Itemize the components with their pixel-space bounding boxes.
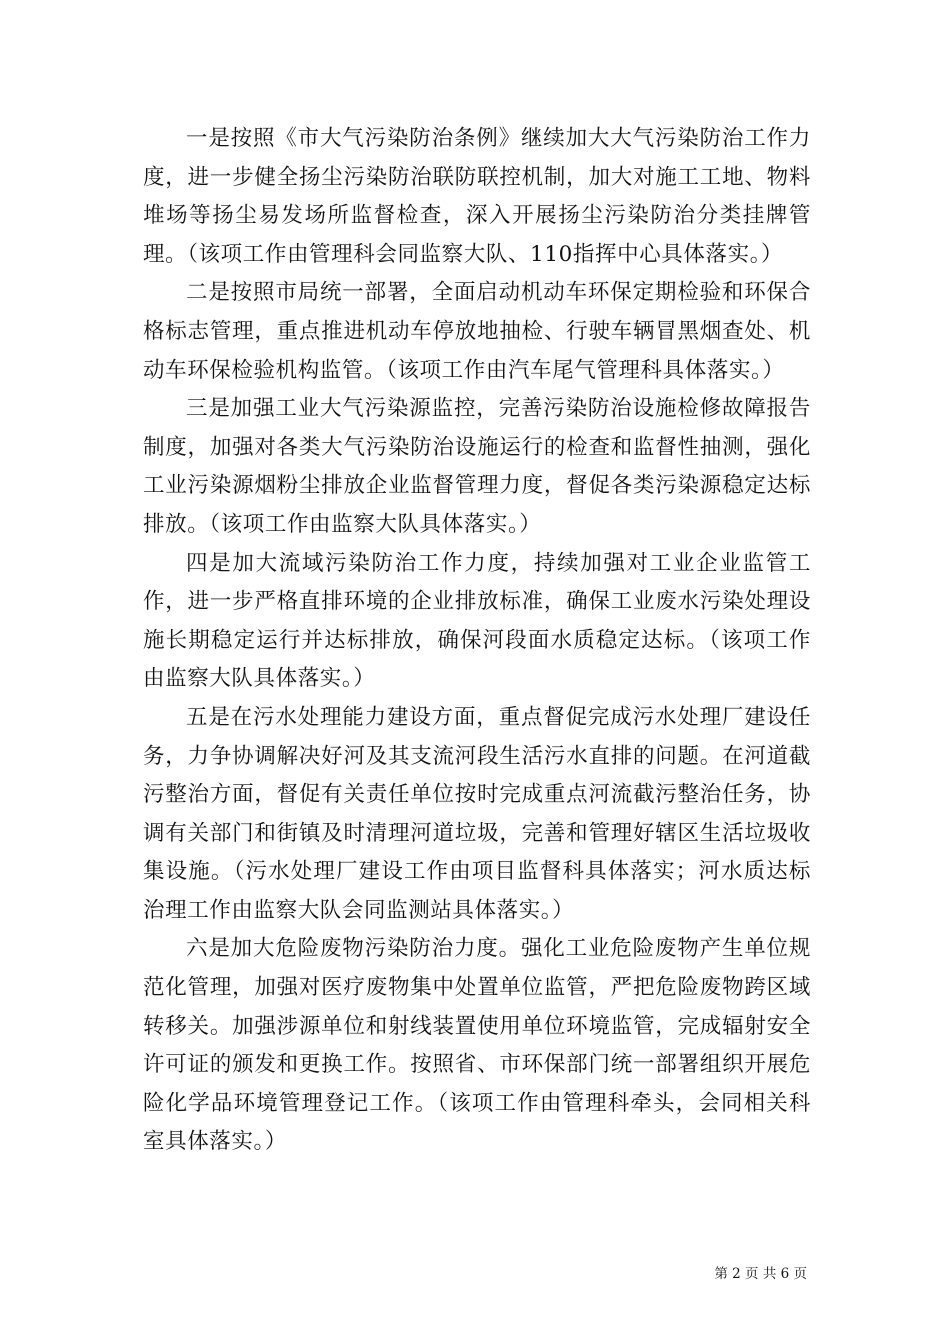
paragraph-5: 五是在污水处理能力建设方面，重点督促完成污水处理厂建设任务，力争协调解决好河及其支流河段生活污水直排的问题。在河道截污整治方面，督促有关责任单位按时完成重点河流截污整治任务，协调有关部门和街镇及时清理河道垃圾，完善和管理好辖区生活垃圾收集设施。（污水处理厂建设工作由项目监督科具体落实；河水质达标治理工作由监察大队会同监测站具体落实。） [143,704,811,923]
paragraph-3: 三是加强工业大气污染源监控，完善污染防治设施检修故障报告制度，加强对各类大气污染防治设施运行的检查和监督性抽测，强化工业污染源烟粉尘排放企业监督管理力度，督促各类污染源稳定达标排放。（该项工作由监察大队具体落实。） [143,396,811,537]
document-body [143,120,811,1162]
paragraph-4: 四是加大流域污染防治工作力度，持续加强对工业企业监管工作，进一步严格直排环境的企业排放标准，确保工业废水污染处理设施长期稳定运行并达标排放，确保河段面水质稳定达标。（该项工作由监察大队具体落实。） [143,550,811,692]
paragraph-1: 一是按照《市大气污染防治条例》继续加大大气污染防治工作力度，进一步健全扬尘污染防治联防联控机制，加大对施工工地、物料堆场等扬尘易发场所监督检查，深入开展扬尘污染防治分类挂牌管理。（该项工作由管理科会同监察大队、110指挥中心具体落实。） [143,126,811,267]
paragraph-6: 六是加大危险废物污染防治力度。强化工业危险废物产生单位规范化管理，加强对医疗废物集中处置单位监管，严把危险废物跨区域转移关。加强涉源单位和射线装置使用单位环境监管，完成辐射安全许可证的颁发和更换工作。按照省、市环保部门统一部署组织开展危险化学品环境管理登记工作。（该项工作由管理科牵头，会同相关科室具体落实。） [143,936,811,1155]
paragraph-2: 二是按照市局统一部署，全面启动机动车环保定期检验和环保合格标志管理，重点推进机动车停放地抽检、行驶车辆冒黑烟查处、机动车环保检验机构监管。（该项工作由汽车尾气管理科具体落实。） [143,280,811,383]
page-number: 第 2 页 共 6 页 [714,1266,807,1282]
